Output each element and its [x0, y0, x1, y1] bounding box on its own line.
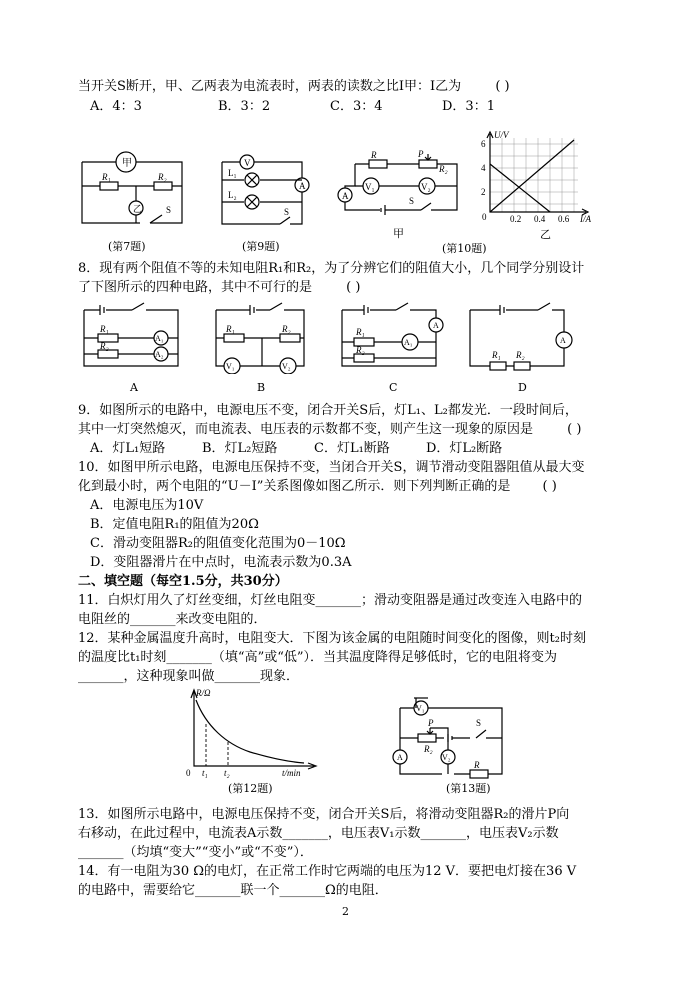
- caption-q9: (第9题): [242, 240, 280, 253]
- q7-option-c: C．3：4: [330, 99, 383, 114]
- graph12-ylabel: R/Ω: [196, 688, 211, 698]
- switch-s-label: S: [166, 205, 172, 215]
- graph10-ytick-4: 4: [481, 163, 486, 173]
- figure-q13-circuit: [388, 694, 516, 780]
- q8c-a: A: [433, 321, 439, 330]
- q7-paren: ( ): [495, 79, 510, 94]
- graph10-ytick-2: 2: [481, 187, 486, 197]
- caption-jia: 甲: [393, 227, 404, 240]
- q10-paren: ( ): [542, 479, 557, 494]
- q9-option-b: B．灯L₂短路: [202, 441, 278, 456]
- q8b-r1: R₁: [226, 324, 235, 334]
- q14-line1: 14．有一电阻为30 Ω的电灯，在正常工作时它两端的电压为12 V．要把电灯接在36 V: [78, 864, 577, 879]
- q10-option-c: C．滑动变阻器R₂的阻值变化范围为0－10Ω: [90, 536, 346, 551]
- caption-q10: (第10题): [442, 242, 487, 255]
- figure-q8-circuit-a: [80, 302, 188, 374]
- q10-r1-label: R: [371, 150, 377, 160]
- q12-line1: 12．某种金属温度升高时，电阻变大．下图为该金属的电阻随时间变化的图像，则t₂时刻: [78, 631, 586, 646]
- caption-yi: 乙: [540, 228, 551, 241]
- meter-yi-label: 乙: [133, 204, 143, 214]
- label-q8-c: C: [389, 381, 398, 394]
- q9-line1: 9．如图所示的电路中，电源电压不变，闭合开关S后，灯L₁、L₂都发光．一段时间后，: [78, 403, 578, 418]
- label-q8-a: A: [130, 381, 138, 394]
- q8b-v2: V₂: [282, 362, 291, 371]
- q13-v2: V₂: [442, 753, 451, 762]
- r2-label: R₂: [158, 172, 167, 182]
- q9-l1-label: L₁: [228, 168, 237, 178]
- graph10-xtick-02: 0.2: [510, 214, 522, 224]
- q9-switch-label: S: [284, 207, 290, 217]
- q13-p: P: [428, 718, 434, 728]
- q8b-r2: R₂: [282, 324, 291, 334]
- q7-option-b: B．3：2: [218, 99, 271, 114]
- q13-line3: _______（均填“变大”“变小”或“不变”）．: [78, 845, 313, 860]
- q8a-a2: A₂: [155, 350, 164, 359]
- q7-options: [90, 98, 495, 116]
- q8-line1: 8．现有两个阻值不等的未知电阻R₁和R₂，为了分辨它们的阻值大小，几个同学分别设计: [78, 261, 585, 276]
- q13-line1: 13．如图所示电路中，电源电压保持不变，闭合开关S后，将滑动变阻器R₂的滑片P向: [78, 807, 570, 822]
- q9-option-a: A．灯L₁短路: [90, 441, 166, 456]
- figure-q9-circuit: [220, 150, 312, 235]
- q13-line2: 右移动，在此过程中，电流表A示数_______，电压表V₁示数_______，电压表V₂示数: [78, 826, 559, 841]
- graph10-ylabel: U/V: [494, 130, 509, 140]
- q8d-a: A: [560, 336, 566, 345]
- q10-v1-label: V₁: [365, 182, 375, 192]
- q8-paren: ( ): [346, 280, 361, 295]
- graph10-xlabel: I/A: [580, 214, 591, 224]
- q8d-r1: R₁: [492, 350, 501, 360]
- q10-option-a: A．电源电压为10V: [90, 498, 204, 513]
- q10-switch-label: S: [409, 196, 415, 206]
- q9-options: [90, 440, 502, 458]
- graph10-ytick-0: 0: [482, 212, 487, 222]
- q9-option-c: C．灯L₁断路: [314, 441, 390, 456]
- q7-option-a: A．4：3: [90, 99, 142, 114]
- q9-ammeter-a: A: [299, 181, 306, 191]
- q9-paren: ( ): [567, 422, 582, 437]
- graph12-t1: t₁: [202, 768, 208, 778]
- graph12-t2: t₂: [224, 768, 230, 778]
- q10-p-label: P: [418, 150, 424, 159]
- page-number: 2: [342, 905, 349, 918]
- q11-line2: 电阻丝的_______来改变电阻的．: [78, 612, 267, 627]
- figure-q7-circuit: [78, 145, 190, 235]
- q9-option-d: D．灯L₂断路: [426, 441, 503, 456]
- label-q8-b: B: [257, 381, 266, 394]
- section-2-title: 二、填空题（每空1.5分，共30分）: [78, 574, 288, 589]
- q10-line2: [78, 478, 557, 496]
- q9-voltmeter-v: V: [244, 158, 251, 168]
- q13-v1: V₁: [416, 704, 425, 713]
- q13-r: R: [474, 760, 480, 770]
- q8a-a1: A₁: [155, 334, 164, 343]
- q8c-a1: A₁: [404, 338, 413, 347]
- q11-line1: 11．白炽灯用久了灯丝变细，灯丝电阻变_______；滑动变阻器是通过改变连入电路中的: [78, 593, 583, 608]
- caption-q7: (第7题): [108, 240, 146, 253]
- figure-q10-circuit-jia: [335, 150, 465, 222]
- q10-option-b: B．定值电阻R₁的阻值为20Ω: [90, 517, 259, 532]
- figure-q8-circuit-b: [212, 302, 312, 374]
- q12-line2: 的温度比t₁时刻_______（填“高”或“低”）．当其温度降得足够低时，它的电阻将变为: [78, 650, 558, 665]
- q8d-r2: R₂: [516, 350, 525, 360]
- q7-stem-text: 当开关S断开，甲、乙两表为电流表时，两表的读数之比I甲：I乙为: [78, 79, 462, 94]
- figure-q8-circuit-c: [338, 302, 446, 374]
- q8-line2: [78, 279, 360, 297]
- q13-a: A: [397, 753, 403, 762]
- q10-r2-label: R₂: [439, 164, 448, 174]
- q9-l2-label: L₂: [228, 190, 237, 200]
- graph10-ytick-6: 6: [481, 139, 486, 149]
- r1-label: R₁: [102, 172, 111, 182]
- q13-s: S: [476, 718, 482, 728]
- q8a-r2: R₂: [100, 341, 109, 351]
- q8a-r1: R₁: [100, 324, 109, 334]
- q8c-r1: R₁: [356, 327, 365, 337]
- q7-option-d: D．3：1: [442, 99, 495, 114]
- q10-ammeter-label: A: [342, 191, 349, 201]
- figure-q8-circuit-d: [466, 302, 578, 374]
- caption-q12: (第12题): [228, 782, 273, 795]
- q13-r2: R₂: [424, 744, 433, 754]
- caption-q13: (第13题): [446, 782, 491, 795]
- graph10-xtick-04: 0.4: [534, 214, 546, 224]
- q10-line2-text: 化到最小时，两个电阻的“U－I”关系图像如图乙所示．则下列判断正确的是: [78, 479, 511, 494]
- q10-option-d: D．变阻器滑片在中点时，电流表示数为0.3A: [90, 555, 352, 570]
- q9-line2: [78, 421, 581, 439]
- meter-jia-label: 甲: [122, 158, 132, 169]
- q14-line2: 的电路中，需要给它_______联一个_______Ω的电阻．: [78, 883, 388, 898]
- q8b-v1: V₁: [226, 362, 235, 371]
- label-q8-d: D: [518, 381, 527, 394]
- q8-line2-text: 了下图所示的四种电路，其中不可行的是: [78, 280, 313, 295]
- q7-stem: [78, 78, 510, 96]
- graph12-xlabel: t/min: [282, 768, 301, 778]
- q8c-r2: R₂: [356, 345, 365, 355]
- q9-line2-text: 其中一灯突然熄灭，而电流表、电压表的示数都不变，则产生这一现象的原因是: [78, 422, 534, 437]
- figure-q10-graph-yi: [478, 128, 598, 240]
- graph10-xtick-06: 0.6: [558, 214, 570, 224]
- graph12-origin: 0: [186, 768, 191, 778]
- q12-line3: _______，这种现象叫做_______现象．: [78, 669, 300, 684]
- q10-line1: 10．如图甲所示电路，电源电压保持不变，当闭合开关S，调节滑动变阻器阻值从最大变: [78, 460, 585, 475]
- figure-q12-graph: [180, 686, 320, 780]
- q10-v2-label: V₂: [421, 182, 431, 192]
